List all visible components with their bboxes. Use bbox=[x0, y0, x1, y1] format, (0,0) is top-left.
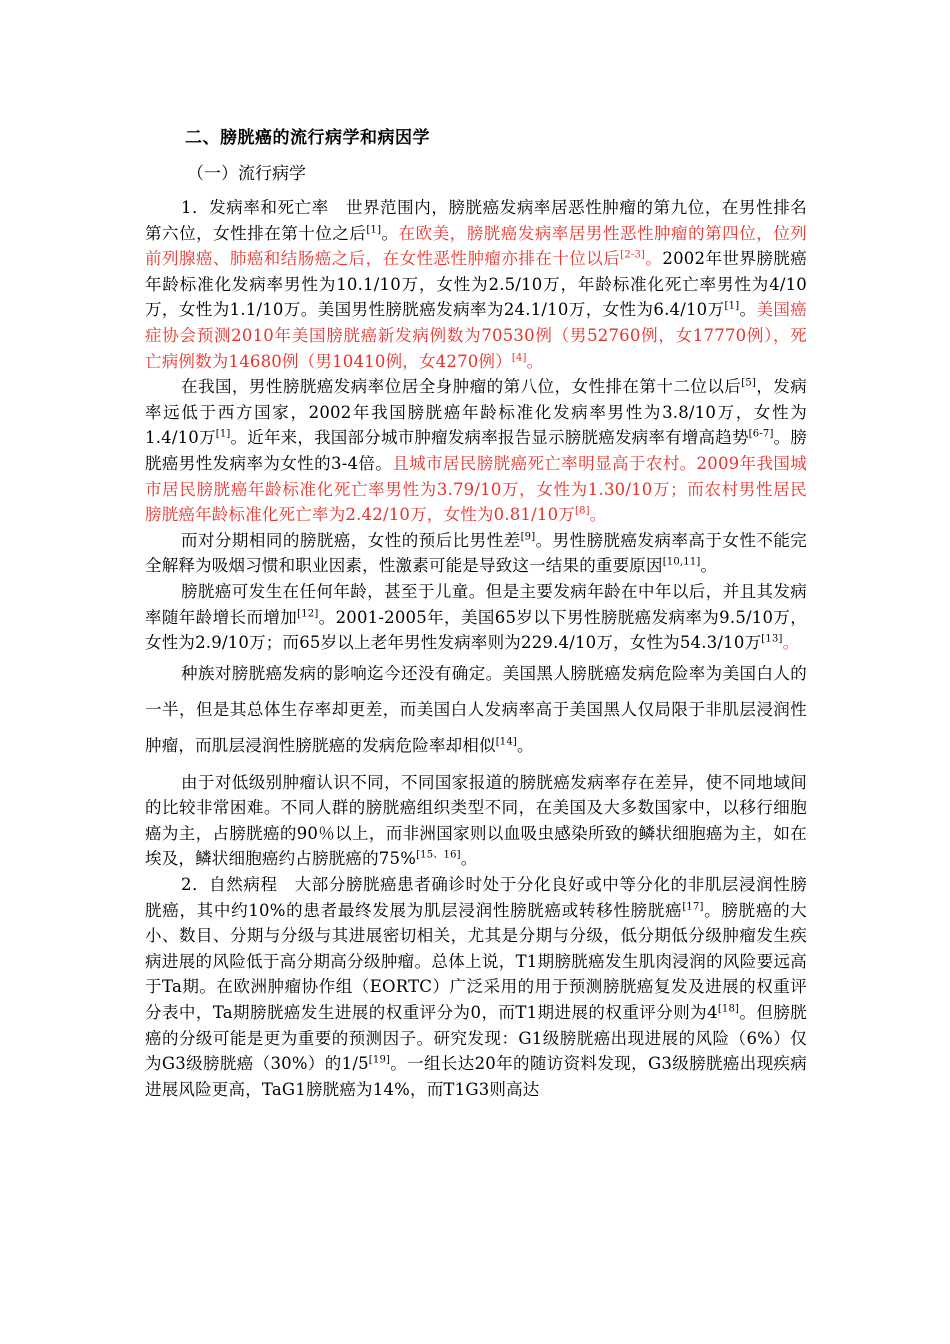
text-run: 美国癌症协会预测2010年美国膀胱癌新发病例数为70530例（男52760例，女17770例），死亡病例数为14680例（男10410例，女4270例） bbox=[145, 300, 808, 371]
paragraph bbox=[145, 770, 807, 872]
text-run: 。2001-2005年，美国65岁以下男性膀胱癌发病率为9.5/10万，女性为2.9/10万；而65岁以上老年男性发病率则为229.4/10万，女性为54.3/10万 bbox=[145, 607, 807, 653]
citation-ref: [13] bbox=[761, 633, 783, 645]
text-run: 。 bbox=[460, 849, 478, 869]
text-run: 。近年来，我国部分城市肿瘤发病率报告显示膀胱癌发病率有增高趋势 bbox=[230, 428, 749, 448]
text-run: 。 bbox=[526, 351, 544, 371]
text-run: 。 bbox=[589, 505, 607, 525]
text-run: 。 bbox=[739, 300, 757, 320]
text-run: 。 bbox=[782, 633, 800, 653]
text-run: 在我国，男性膀胱癌发病率位居全身肿瘤的第八位，女性排在第十二位以后 bbox=[181, 377, 742, 397]
citation-ref: [14] bbox=[495, 736, 518, 748]
text-run: 且城市居民膀胱癌死亡率明显高于农村。2009年我国城市居民膀胱癌年龄标准化死亡率男性为3.79/10万，女性为1.30/10万；而农村男性居民膀胱癌年龄标准化死亡率为2.42/10万，女性为0.81/10万 bbox=[145, 453, 807, 525]
text-run: 种族对膀胱癌发病的影响迄今还没有确定。美国黑人膀胱癌发病危险率为美国白人的一半，但是其总体生存率却更差，而美国白人发病率高于美国黑人仅局限于非肌层浸润性肿瘤，而肌层浸润性膀胱癌的发病危险率却相似 bbox=[145, 663, 807, 755]
citation-ref: [1] bbox=[366, 224, 382, 236]
paragraph bbox=[145, 872, 807, 1102]
citation-ref: [12] bbox=[297, 608, 319, 619]
citation-ref: [5] bbox=[741, 377, 757, 389]
text-run: 。但膀胱癌的分级可能是更为重要的预测因子。研究发现：G1级膀胱癌出现进展的风险（6%）仅为G3级膀胱癌（30%）的1/5 bbox=[145, 1003, 807, 1074]
text-run: 由于对低级别肿瘤认识不同，不同国家报道的膀胱癌发病率存在差异，使不同地域间的比较非常困难。不同人群的膀胱癌组织类型不同，在美国及大多数国家中，以移行细胞癌为主，占膀胱癌的90％以上，而非洲国家则以血吸虫感染所致的鳞状细胞癌为主，如在埃及，鳞状细胞癌约占膀胱癌的75% bbox=[145, 772, 807, 869]
citation-ref: [9] bbox=[520, 531, 536, 543]
text-run: 。 bbox=[645, 249, 663, 269]
text-run: 。一组长达20年的随访资料发现，G3级膀胱癌出现疾病进展风险更高，TaG1膀胱癌为14%，而T1G3则高达 bbox=[145, 1054, 807, 1099]
citation-ref: [1] bbox=[215, 428, 231, 440]
subsection-heading: （一）流行病学 bbox=[187, 164, 306, 184]
text-run: 。 bbox=[381, 223, 399, 243]
text-run: 1．发病率和死亡率 世界范围内，膀胱癌发病率居恶性肿瘤的第九位，在男性排名第六位，女性排在第十位之后 bbox=[145, 198, 807, 243]
text-run: ，发病率远低于西方国家，2002年我国膀胱癌年龄标准化发病率男性为3.8/10万，女性为1.4/10万 bbox=[145, 377, 807, 448]
text-run: 。 bbox=[700, 556, 718, 576]
text-run: 而对分期相同的膀胱癌，女性的预后比男性差 bbox=[181, 530, 521, 550]
paragraph bbox=[145, 374, 807, 528]
text-run: 膀胱癌可发生在任何年龄，甚至于儿童。但是主要发病年龄在中年以后，并且其发病率随年龄增长而增加 bbox=[145, 581, 807, 627]
text-run: 。男性膀胱癌发病率高于女性不能完全解释为吸烟习惯和职业因素，性激素可能是导致这一结果的重要原因 bbox=[145, 530, 808, 576]
citation-ref: [19] bbox=[368, 1054, 391, 1066]
paragraph bbox=[145, 656, 807, 764]
paragraph bbox=[145, 528, 807, 579]
document-body bbox=[145, 125, 807, 1102]
text-run: 。 bbox=[517, 735, 534, 755]
citation-ref: [15、16] bbox=[416, 849, 461, 861]
text-run: 在欧美，膀胱癌发病率居男性恶性肿瘤的第四位，位列前列腺癌、肺癌和结肠癌之后，在女性恶性肿瘤亦排在十位以后 bbox=[145, 223, 807, 269]
citation-ref: [8] bbox=[575, 505, 590, 517]
citation-ref: [1] bbox=[724, 300, 740, 312]
citation-ref: [18] bbox=[717, 1003, 740, 1015]
paragraph bbox=[145, 579, 807, 656]
text-run: 。膀胱癌男性发病率为女性的3-4倍。 bbox=[145, 428, 808, 473]
citation-ref: [10,11] bbox=[662, 556, 701, 568]
paragraph-list bbox=[145, 195, 807, 1102]
citation-ref: [2-3] bbox=[620, 249, 646, 261]
section-heading: 二、膀胱癌的流行病学和病因学 bbox=[185, 128, 430, 148]
citation-ref: [17] bbox=[682, 901, 704, 913]
citation-ref: [4] bbox=[511, 352, 527, 364]
text-run: 2002年世界膀胱癌年龄标准化发病率男性为10.1/10万，女性为2.5/10万，年龄标准化死亡率男性为4/10万，女性为1.1/10万。美国男性膀胱癌发病率为24.1/10万，女性为6.4/10万 bbox=[145, 249, 807, 320]
citation-ref: [6-7] bbox=[748, 428, 774, 440]
paragraph bbox=[145, 195, 807, 374]
text-run: 2．自然病程 大部分膀胱癌患者确诊时处于分化良好或中等分化的非肌层浸润性膀胱癌，其中约10%的患者最终发展为肌层浸润性膀胱癌或转移性膀胱癌 bbox=[145, 875, 807, 920]
text-run: 。膀胱癌的大小、数目、分期与分级与其进展密切相关，尤其是分期与分级，低分期低分级肿瘤发生疾病进展的风险低于高分期高分级肿瘤。总体上说，T1期膀胱癌发生肌肉浸润的风险要远高于Ta期。在欧洲肿瘤协作组（EORTC）广泛采用的用于预测膀胱癌复发及进展的权重评分表中，Ta期膀胱癌发生进展的权重评分为0，而T1期进展的权重评分则为4 bbox=[145, 900, 808, 1023]
